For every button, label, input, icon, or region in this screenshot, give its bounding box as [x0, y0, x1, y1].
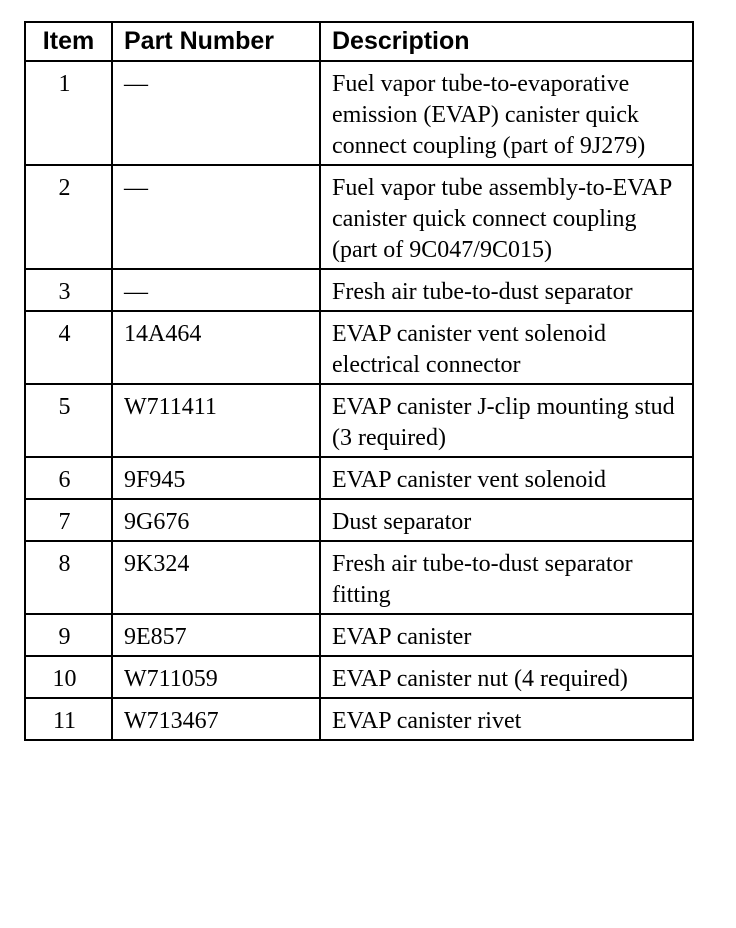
description: EVAP canister	[320, 614, 693, 656]
description: Dust separator	[320, 499, 693, 541]
header-row	[25, 22, 693, 61]
table-row	[25, 384, 693, 457]
header-part-number: Part Number	[112, 22, 320, 61]
item-number: 11	[25, 698, 112, 740]
part-number: 9G676	[112, 499, 320, 541]
item-number: 5	[25, 384, 112, 457]
part-number: 9K324	[112, 541, 320, 614]
table-row	[25, 656, 693, 698]
description: Fuel vapor tube assembly-to-EVAP canister quick connect coupling (part of 9C047/9C015)	[320, 165, 693, 269]
description: Fuel vapor tube-to-evaporative emission (EVAP) canister quick connect coupling (part of 9J279)	[320, 61, 693, 165]
item-number: 6	[25, 457, 112, 499]
parts-table	[24, 21, 694, 741]
part-number: 9F945	[112, 457, 320, 499]
table-row	[25, 311, 693, 384]
item-number: 3	[25, 269, 112, 311]
table-row	[25, 165, 693, 269]
item-number: 8	[25, 541, 112, 614]
table-row	[25, 698, 693, 740]
description: EVAP canister nut (4 required)	[320, 656, 693, 698]
description: EVAP canister vent solenoid	[320, 457, 693, 499]
part-number: W711059	[112, 656, 320, 698]
description: Fresh air tube-to-dust separator fitting	[320, 541, 693, 614]
part-number: 14A464	[112, 311, 320, 384]
part-number: —	[112, 61, 320, 165]
part-number: —	[112, 165, 320, 269]
item-number: 10	[25, 656, 112, 698]
item-number: 1	[25, 61, 112, 165]
item-number: 2	[25, 165, 112, 269]
table-row	[25, 499, 693, 541]
description: EVAP canister J-clip mounting stud (3 required)	[320, 384, 693, 457]
table-row	[25, 541, 693, 614]
item-number: 9	[25, 614, 112, 656]
table-row	[25, 269, 693, 311]
part-number: 9E857	[112, 614, 320, 656]
table-row	[25, 614, 693, 656]
item-number: 7	[25, 499, 112, 541]
header-item: Item	[25, 22, 112, 61]
part-number: —	[112, 269, 320, 311]
description: EVAP canister rivet	[320, 698, 693, 740]
part-number: W711411	[112, 384, 320, 457]
item-number: 4	[25, 311, 112, 384]
part-number: W713467	[112, 698, 320, 740]
table-row	[25, 61, 693, 165]
description: Fresh air tube-to-dust separator	[320, 269, 693, 311]
description: EVAP canister vent solenoid electrical connector	[320, 311, 693, 384]
header-description: Description	[320, 22, 693, 61]
table-row	[25, 457, 693, 499]
